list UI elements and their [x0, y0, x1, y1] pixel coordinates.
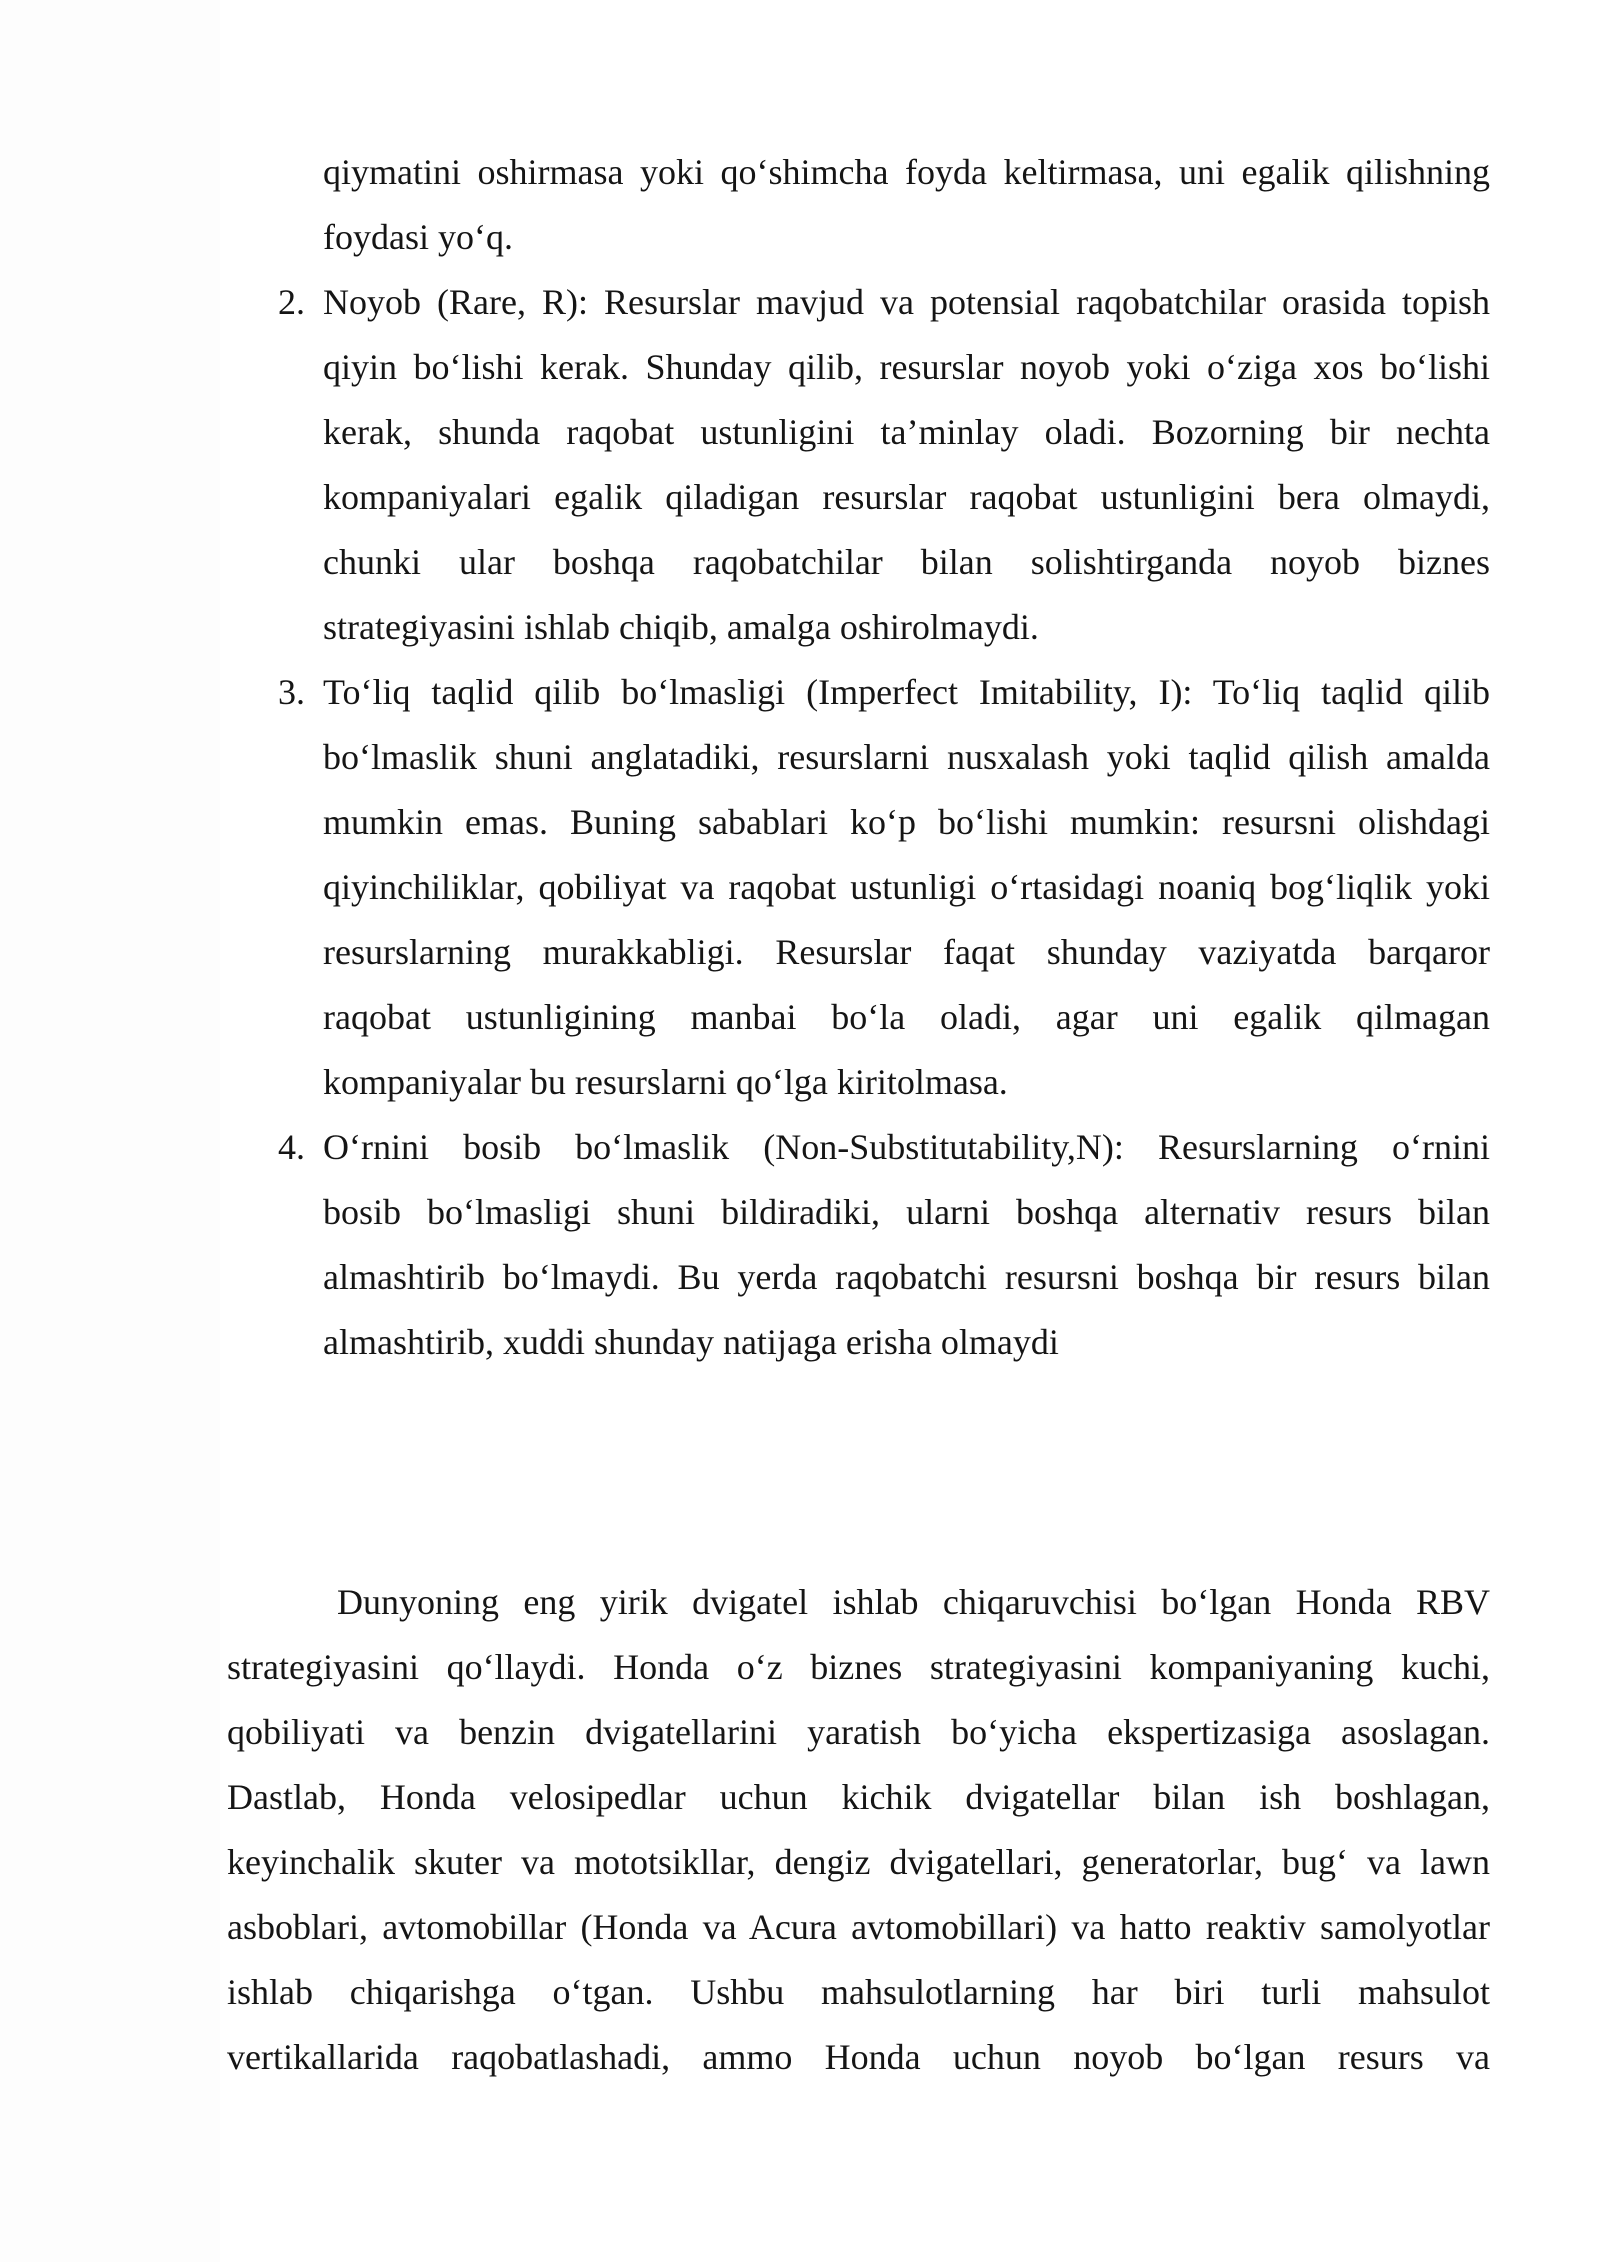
text-line: qiyinchiliklar, qobiliyat va raqobat ustunligi o‘rtasidagi noaniq bog‘liqlik yoki [323, 867, 1490, 907]
honda-paragraph [227, 1570, 1490, 2090]
text-line: bo‘lmaslik shuni anglatadiki, resurslarni nusxalash yoki taqlid qilish amalda [323, 737, 1490, 777]
scan-edge-shading [0, 0, 220, 2262]
text-line: bosib bo‘lmasligi shuni bildiradiki, ularni boshqa alternativ resurs bilan [323, 1192, 1490, 1232]
page-content [227, 140, 1490, 2090]
text-line: keyinchalik skuter va mototsikllar, dengiz dvigatellari, generatorlar, bug‘ va lawn [227, 1842, 1490, 1882]
text-line: almashtirib bo‘lmaydi. Bu yerda raqobatchi resursni boshqa bir resurs bilan [323, 1257, 1490, 1297]
list-item-text [323, 1115, 1490, 1375]
text-line: chunki ular boshqa raqobatchilar bilan solishtirganda noyob biznes [323, 542, 1490, 582]
text-line: Noyob (Rare, R): Resurslar mavjud va potensial raqobatchilar orasida topish [323, 282, 1490, 322]
list-item-number: 2. [278, 282, 305, 322]
text-line: Dastlab, Honda velosipedlar uchun kichik dvigatellar bilan ish boshlagan, [227, 1777, 1490, 1817]
text-line: Dunyoning eng yirik dvigatel ishlab chiqaruvchisi bo‘lgan Honda RBV [337, 1582, 1490, 1622]
text-line: vertikallarida raqobatlashadi, ammo Honda uchun noyob bo‘lgan resurs va [227, 2037, 1490, 2077]
text-line: ishlab chiqarishga o‘tgan. Ushbu mahsulotlarning har biri turli mahsulot [227, 1972, 1490, 2012]
text-line: raqobat ustunligining manbai bo‘la oladi, agar uni egalik qilmagan [323, 997, 1490, 1037]
text-line: qobiliyati va benzin dvigatellarini yaratish bo‘yicha ekspertizasiga asoslagan. [227, 1712, 1490, 1752]
list-item-number: 4. [278, 1127, 305, 1167]
text-line: foydasi yo‘q. [323, 217, 513, 257]
list-item-3 [227, 660, 1490, 1115]
text-line: qiymatini oshirmasa yoki qo‘shimcha foyda keltirmasa, uni egalik qilishning [323, 152, 1490, 192]
text-line: resurslarning murakkabligi. Resurslar faqat shunday vaziyatda barqaror [323, 932, 1490, 972]
text-line: kompaniyalari egalik qiladigan resurslar raqobat ustunligini bera olmaydi, [323, 477, 1490, 517]
paragraph-continuation [323, 140, 1490, 270]
list-item-text [323, 270, 1490, 660]
text-line: O‘rnini bosib bo‘lmaslik (Non-Substitutability,N): Resurslarning o‘rnini [323, 1127, 1490, 1167]
text-line: almashtirib, xuddi shunday natijaga erisha olmaydi [323, 1322, 1059, 1362]
text-line: strategiyasini ishlab chiqib, amalga oshirolmaydi. [323, 607, 1039, 647]
text-line: qiyin bo‘lishi kerak. Shunday qilib, resurslar noyob yoki o‘ziga xos bo‘lishi [323, 347, 1490, 387]
list-item-2 [227, 270, 1490, 660]
text-line: strategiyasini qo‘llaydi. Honda o‘z biznes strategiyasini kompaniyaning kuchi, [227, 1647, 1490, 1687]
list-item-text [323, 660, 1490, 1115]
text-line: asboblari, avtomobillar (Honda va Acura avtomobillari) va hatto reaktiv samolyotlar [227, 1907, 1490, 1947]
text-line: mumkin emas. Buning sabablari ko‘p bo‘lishi mumkin: resursni olishdagi [323, 802, 1490, 842]
list-item-4 [227, 1115, 1490, 1375]
text-line: kompaniyalar bu resurslarni qo‘lga kiritolmasa. [323, 1062, 1008, 1102]
text-line: kerak, shunda raqobat ustunligini ta’minlay oladi. Bozorning bir nechta [323, 412, 1490, 452]
text-line: To‘liq taqlid qilib bo‘lmasligi (Imperfect Imitability, I): To‘liq taqlid qilib [323, 672, 1490, 712]
paragraph-gap [227, 1375, 1490, 1570]
list-item-number: 3. [278, 672, 305, 712]
